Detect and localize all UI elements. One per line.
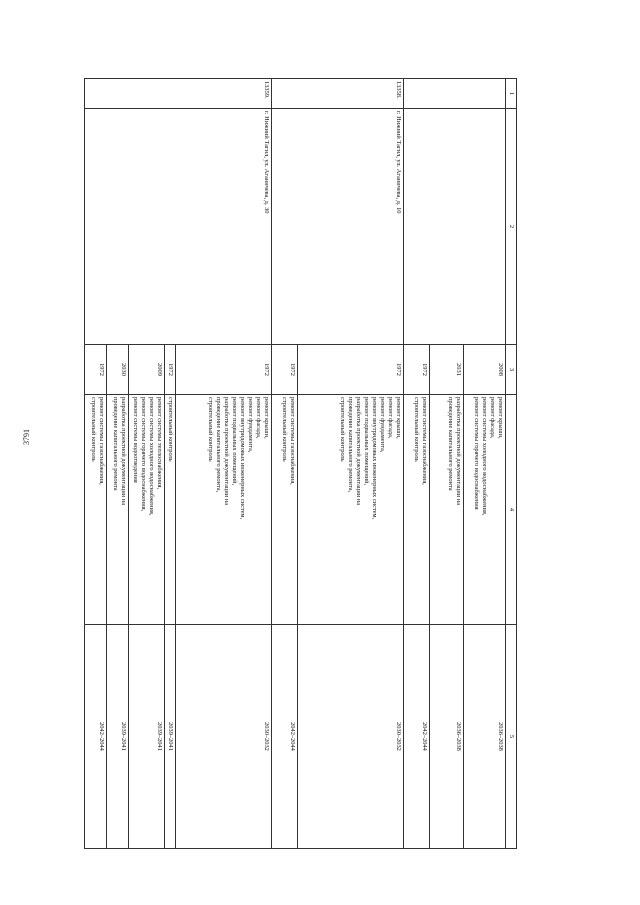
works-cell xyxy=(272,395,298,625)
work-item: ремонт системы газоснабжения, xyxy=(289,397,296,485)
work-item: ремонт крыши, xyxy=(395,397,402,439)
work-item: ремонт системы газоснабжения, xyxy=(98,397,105,485)
work-item: ремонт системы водоотведения xyxy=(132,397,139,483)
work-item: разработка проектной документации на xyxy=(223,397,230,506)
work-item: ремонт системы газоснабжения, xyxy=(421,397,428,485)
period-cell: 2036–2038 xyxy=(430,625,464,849)
column-header: 5 xyxy=(506,625,517,849)
table-row xyxy=(464,79,506,849)
address-cell xyxy=(404,109,506,345)
work-item: проведение капитального ремонта, xyxy=(215,397,222,493)
work-item: ремонт фасада, xyxy=(387,397,394,439)
work-item: ремонт системы холодного водоснабжения, xyxy=(481,397,488,516)
year-cell: 2030 xyxy=(107,345,129,395)
period-cell: 2030–2032 xyxy=(298,625,404,849)
period-cell: 2042–2044 xyxy=(404,625,430,849)
period-cell: 2039–2041 xyxy=(165,625,176,849)
work-item: проведение капитального ремонта xyxy=(112,397,119,491)
period-cell: 2030–2032 xyxy=(176,625,272,849)
year-cell: 2031 xyxy=(430,345,464,395)
works-cell xyxy=(298,395,404,625)
work-item: ремонт фундамента, xyxy=(379,397,386,453)
work-item: ремонт системы теплоснабжения, xyxy=(156,397,163,490)
year-cell: 1972 xyxy=(85,345,107,395)
work-item: проведение капитального ремонта xyxy=(447,397,454,491)
work-item: ремонт фундамента, xyxy=(247,397,254,453)
works-cell xyxy=(107,395,129,625)
address-cell: г. Нижний Тагил, ул. Аганичева, д. 30 xyxy=(85,109,272,345)
year-cell: 1972 xyxy=(176,345,272,395)
year-cell: 1972 xyxy=(298,345,404,395)
work-item: строительный контроль xyxy=(90,397,97,462)
work-item: ремонт крыши, xyxy=(497,397,504,439)
work-item: разработка проектной документации на xyxy=(120,397,127,506)
work-item: ремонт фасада, xyxy=(255,397,262,439)
period-cell: 2039–2041 xyxy=(107,625,129,849)
work-item: ремонт системы горячего водоснабжения xyxy=(473,397,480,510)
works-cell xyxy=(430,395,464,625)
period-cell: 2039–2041 xyxy=(129,625,165,849)
column-header: 2 xyxy=(506,109,517,345)
work-item: строительный контроль xyxy=(167,397,174,462)
works-cell xyxy=(404,395,430,625)
period-cell: 2042–2044 xyxy=(272,625,298,849)
year-cell: 1972 xyxy=(272,345,298,395)
table-body xyxy=(85,79,506,849)
page-number: 3791 xyxy=(22,429,31,445)
rotated-document xyxy=(79,78,517,848)
work-item: проведение капитального ремонта, xyxy=(347,397,354,493)
work-item: ремонт фасада, xyxy=(489,397,496,439)
work-item: строительный контроль xyxy=(281,397,288,462)
column-header: 1 xyxy=(506,79,517,109)
address-cell: г. Нижний Тагил, ул. Аганичева, д. 10 xyxy=(272,109,404,345)
work-item: ремонт внутридомовых инженерных систем, xyxy=(371,397,378,520)
work-item: строительный контроль xyxy=(413,397,420,462)
works-cell xyxy=(176,395,272,625)
year-cell: 1972 xyxy=(404,345,430,395)
table-row xyxy=(176,79,272,849)
work-item: строительный контроль xyxy=(207,397,214,462)
work-item: ремонт подвальных помещений, xyxy=(363,397,370,486)
period-cell: 2042–2044 xyxy=(85,625,107,849)
row-number: 13358. xyxy=(272,79,404,109)
work-item: разработка проектной документации на xyxy=(455,397,462,506)
year-cell: 2008 xyxy=(464,345,506,395)
work-item: строительный контроль xyxy=(339,397,346,462)
year-cell: 2009 xyxy=(129,345,165,395)
repair-schedule-table xyxy=(84,78,517,849)
row-number xyxy=(404,79,506,109)
work-item: разработка проектной документации на xyxy=(355,397,362,506)
period-cell: 2036–2038 xyxy=(464,625,506,849)
work-item: ремонт подвальных помещений, xyxy=(231,397,238,486)
table-row xyxy=(298,79,404,849)
year-cell: 1972 xyxy=(165,345,176,395)
column-header: 3 xyxy=(506,345,517,395)
work-item: ремонт системы горячего водоснабжения, xyxy=(140,397,147,512)
works-cell xyxy=(464,395,506,625)
works-cell xyxy=(165,395,176,625)
works-cell xyxy=(85,395,107,625)
column-header: 4 xyxy=(506,395,517,625)
work-item: ремонт системы холодного водоснабжения, xyxy=(148,397,155,516)
work-item: ремонт внутридомовых инженерных систем, xyxy=(239,397,246,520)
row-number: 13359. xyxy=(85,79,272,109)
header-row xyxy=(506,79,517,849)
work-item: ремонт крыши, xyxy=(263,397,270,439)
works-cell xyxy=(129,395,165,625)
